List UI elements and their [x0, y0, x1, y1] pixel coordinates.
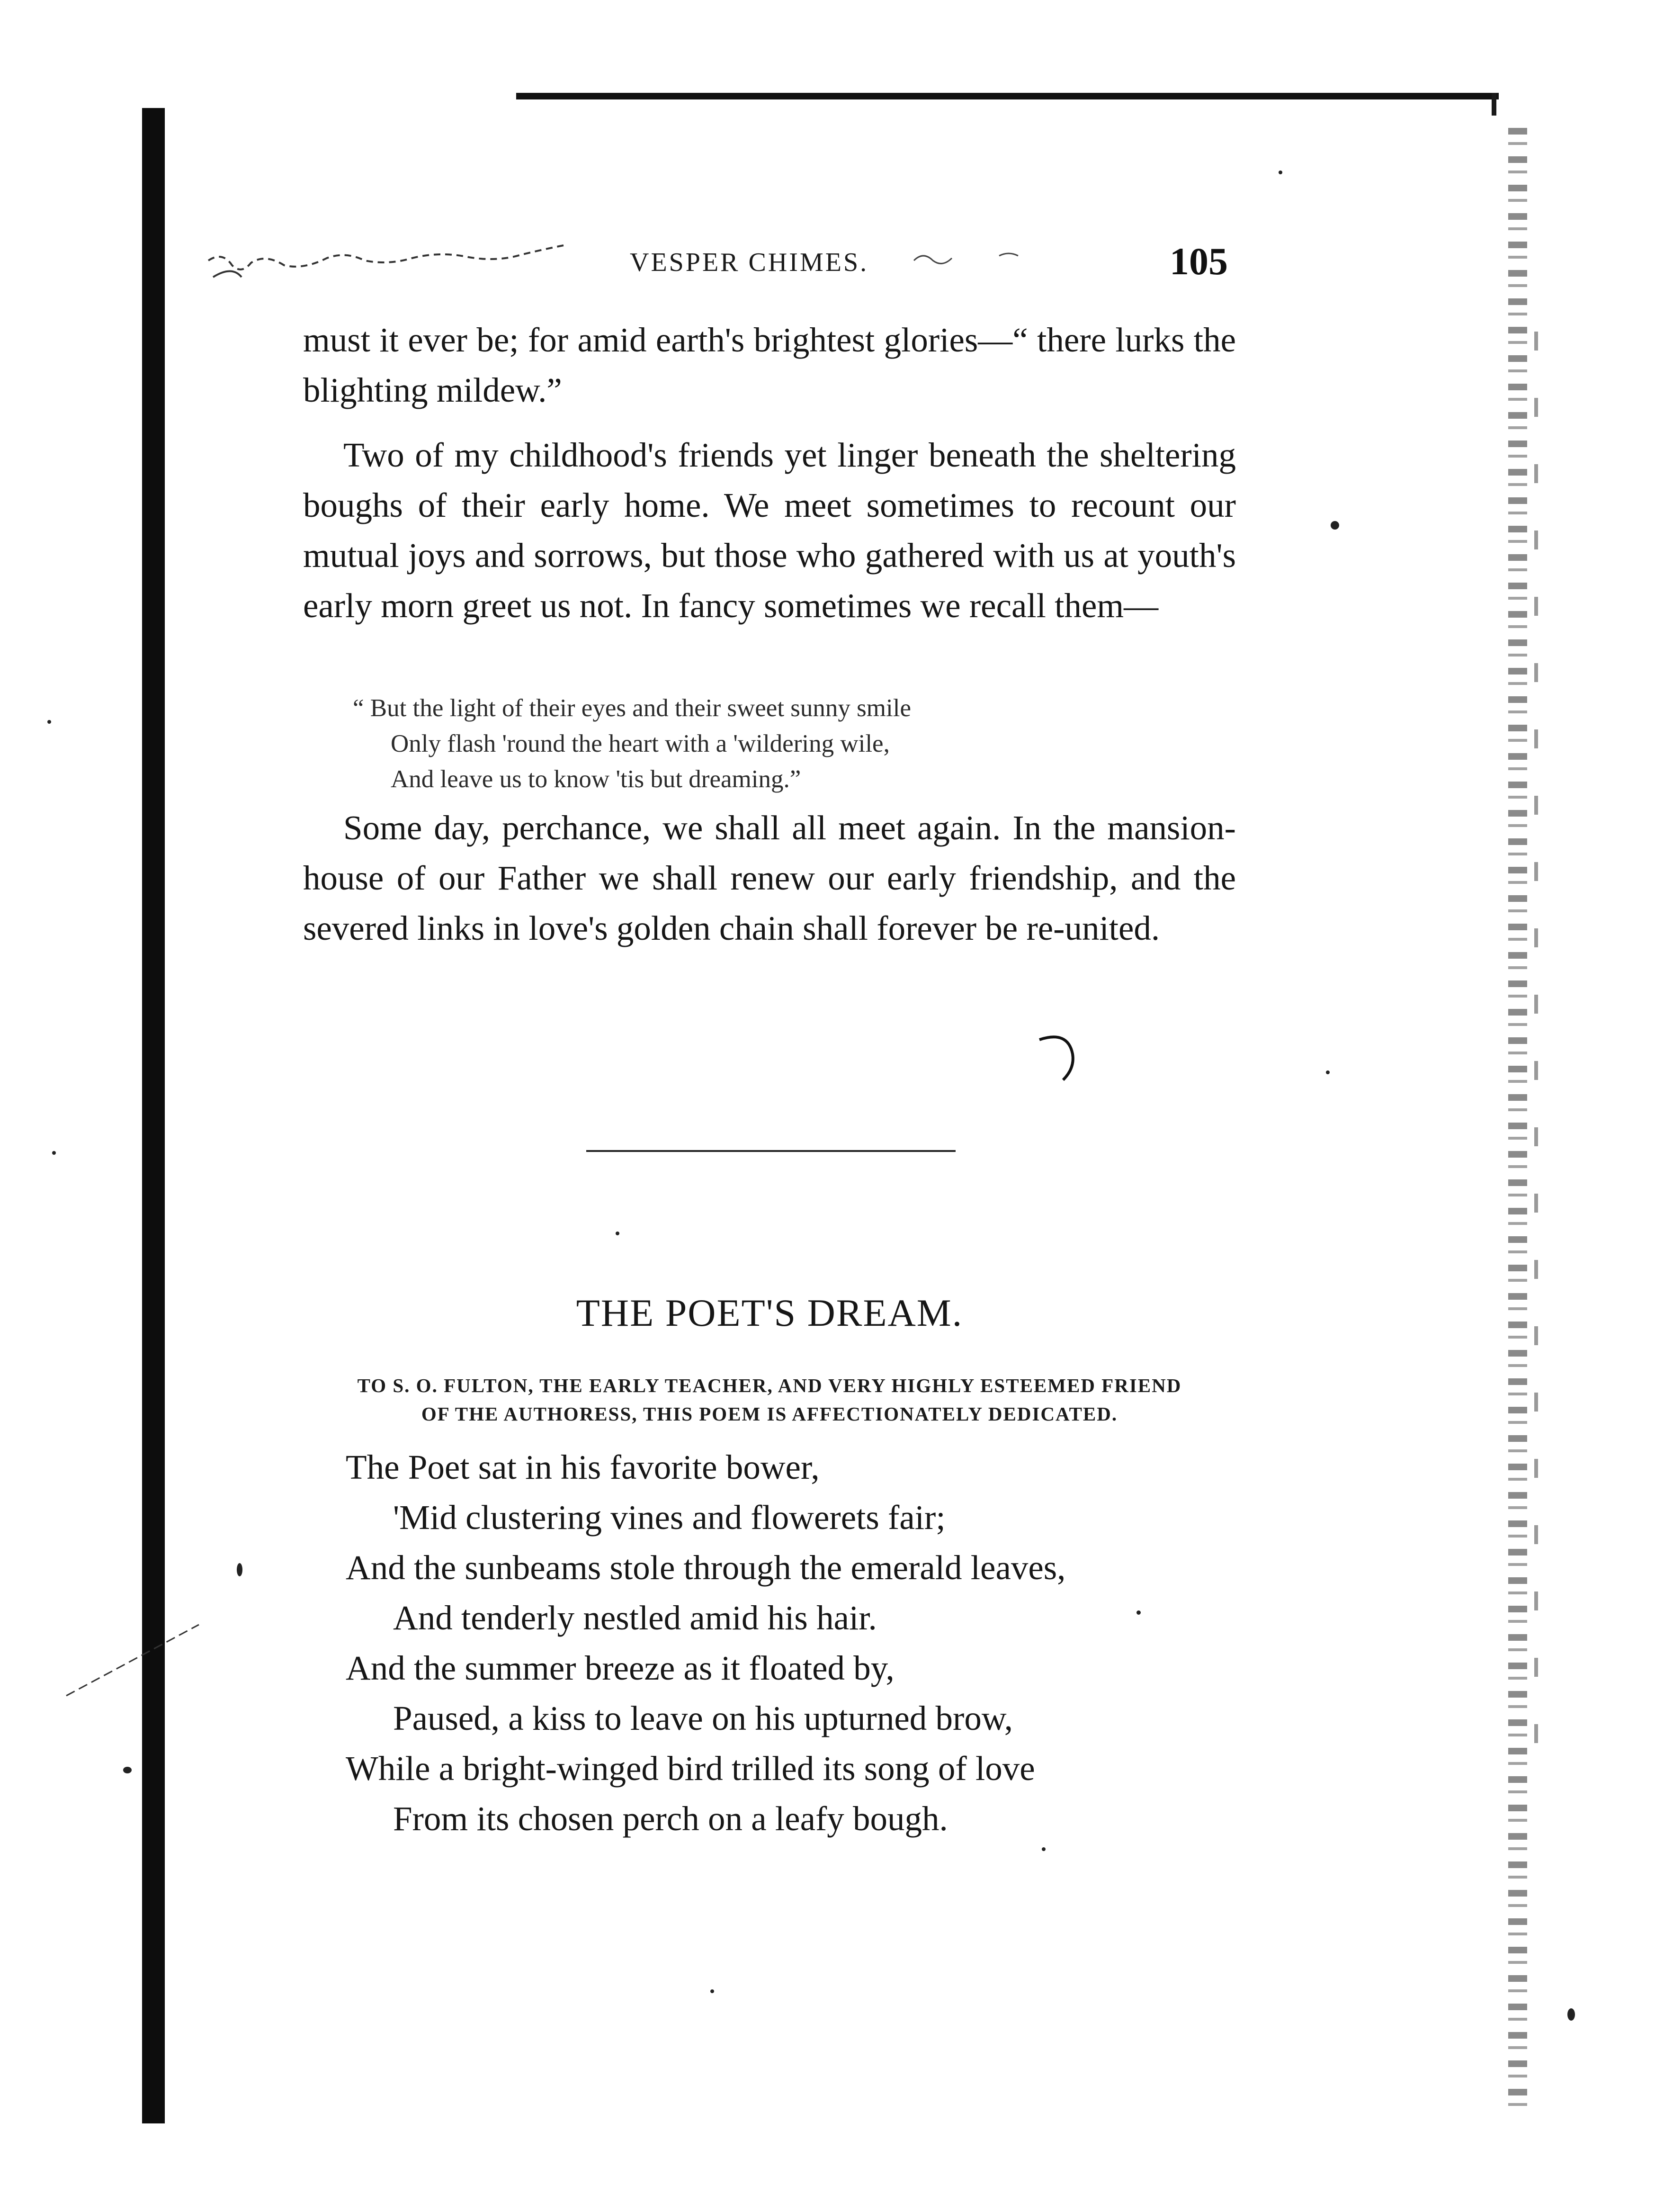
speck [710, 1989, 714, 1993]
margin-stroke-left [62, 1620, 204, 1705]
bracket-mark [1037, 1033, 1080, 1085]
paragraph-text: Two of my childhood's friends yet linger beneath the sheltering boughs of their early home. We meet sometimes to recount our mutual joys and sorrows, but those who gathered with us at youth's early morn greet us not. In fancy sometimes we recall them— [303, 436, 1236, 625]
quote-line: “ But the light of their eyes and their sweet sunny smile [353, 694, 911, 722]
right-binding-shadow [1508, 128, 1527, 2113]
header-ornament-scribble [204, 232, 592, 298]
speck [1042, 1847, 1046, 1851]
running-head-title: VESPER CHIMES. [630, 248, 869, 277]
header-right-ornament [909, 246, 1051, 275]
speck [47, 720, 51, 724]
paragraph-meet-again [303, 803, 1236, 953]
right-binding-marks [1534, 332, 1538, 1753]
poem-line: And tenderly nestled amid his hair. [393, 1599, 877, 1637]
speck [237, 1563, 242, 1576]
paragraph-childhood-friends [303, 430, 1236, 631]
poem-title: THE POET'S DREAM. [576, 1291, 963, 1334]
paragraph-text: Some day, perchance, we shall all meet again. In the mansion-house of our Father we shall renew our early friendship, and the severed links in love's golden chain shall forever be re-united. [303, 809, 1236, 947]
poem-dedication [303, 1371, 1236, 1428]
verse-quotation [353, 691, 1158, 797]
page-number: 105 [1170, 240, 1228, 283]
speck [1331, 521, 1339, 530]
poem-line: The Poet sat in his favorite bower, [346, 1448, 820, 1486]
quote-line: Only flash 'round the heart with a 'wildering wile, [391, 730, 890, 757]
speck [52, 1151, 56, 1155]
binding-spine-shadow [142, 108, 165, 2123]
poem-line: 'Mid clustering vines and flowerets fair; [393, 1498, 946, 1537]
dedication-line: OF THE AUTHORESS, THIS POEM IS AFFECTIONATELY DEDICATED. [421, 1403, 1118, 1425]
top-edge-rule [516, 93, 1499, 99]
poem-stanza [346, 1442, 1245, 1844]
poem-line: And the sunbeams stole through the emerald leaves, [346, 1548, 1066, 1587]
dedication-line: TO S. O. FULTON, THE EARLY TEACHER, AND VERY HIGHLY ESTEEMED FRIEND [357, 1375, 1182, 1396]
poem-line: And the summer breeze as it floated by, [346, 1649, 895, 1687]
poem-line: From its chosen perch on a leafy bough. [393, 1799, 948, 1838]
speck [616, 1232, 619, 1235]
speck [1567, 2008, 1575, 2021]
poem-line: While a bright-winged bird trilled its song of love [346, 1749, 1035, 1788]
continued-paragraph [303, 315, 1236, 415]
top-right-edge-mark [1492, 93, 1496, 116]
speck [123, 1767, 132, 1773]
speck [1279, 171, 1282, 174]
poem-line: Paused, a kiss to leave on his upturned brow, [393, 1699, 1013, 1737]
section-divider [586, 1150, 956, 1152]
speck [1326, 1070, 1330, 1074]
quote-line: And leave us to know 'tis but dreaming.” [391, 765, 801, 793]
paragraph-text: must it ever be; for amid earth's brightest glories—“ there lurks the blighting mildew.” [303, 321, 1236, 409]
